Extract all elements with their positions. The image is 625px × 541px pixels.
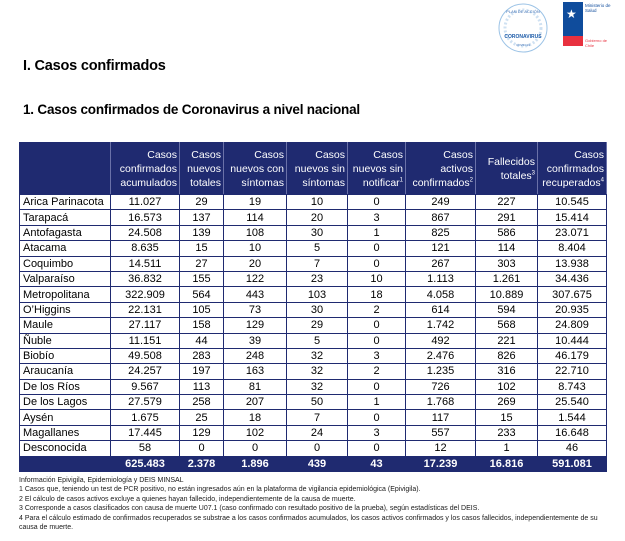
- value-cell: 0: [348, 195, 406, 210]
- plan-logo-sub: COVID-19: [516, 43, 530, 47]
- value-cell: 34.436: [538, 271, 607, 286]
- value-cell: 58: [111, 441, 180, 456]
- header-line: Casos: [443, 148, 473, 161]
- value-cell: 24.257: [111, 364, 180, 379]
- region-cell: Metropolitana: [20, 287, 111, 302]
- value-cell: 20: [224, 256, 287, 271]
- region-cell: Biobío: [20, 348, 111, 363]
- gobierno-de-chile-logo: [563, 2, 611, 48]
- value-cell: 102: [476, 379, 538, 394]
- value-cell: 46: [538, 441, 607, 456]
- header-line: acumulados: [120, 176, 177, 189]
- total-cell: 16.816: [476, 456, 538, 471]
- header-line: recuperados$^4$: [542, 176, 604, 189]
- header-line: Casos: [191, 148, 221, 161]
- header-line: Casos: [315, 148, 345, 161]
- value-cell: 14.511: [111, 256, 180, 271]
- value-cell: 322.909: [111, 287, 180, 302]
- value-cell: 73: [224, 302, 287, 317]
- header-col-4: [348, 143, 406, 195]
- table-row: [20, 287, 607, 302]
- value-cell: 586: [476, 225, 538, 240]
- header-line: notificar$^1$: [362, 176, 403, 189]
- region-cell: Ñuble: [20, 333, 111, 348]
- region-cell: Magallanes: [20, 425, 111, 440]
- value-cell: 267: [406, 256, 476, 271]
- value-cell: 137: [180, 210, 224, 225]
- value-cell: 0: [348, 333, 406, 348]
- value-cell: 3: [348, 425, 406, 440]
- header-line: síntomas: [241, 176, 284, 189]
- value-cell: 0: [348, 441, 406, 456]
- value-cell: 81: [224, 379, 287, 394]
- header-line: Casos: [254, 148, 284, 161]
- region-cell: Tarapacá: [20, 210, 111, 225]
- region-cell: De los Lagos: [20, 395, 111, 410]
- value-cell: 2: [348, 302, 406, 317]
- value-cell: 30: [287, 302, 348, 317]
- value-cell: 108: [224, 225, 287, 240]
- region-cell: Maule: [20, 318, 111, 333]
- value-cell: 303: [476, 256, 538, 271]
- value-cell: 8.404: [538, 241, 607, 256]
- table-row: [20, 441, 607, 456]
- region-cell: De los Ríos: [20, 379, 111, 394]
- region-cell: Araucanía: [20, 364, 111, 379]
- value-cell: 0: [287, 441, 348, 456]
- value-cell: 10: [348, 271, 406, 286]
- value-cell: 0: [180, 441, 224, 456]
- totals-label-cell: [20, 456, 111, 471]
- value-cell: 11.151: [111, 333, 180, 348]
- value-cell: 0: [348, 241, 406, 256]
- value-cell: 1.113: [406, 271, 476, 286]
- plan-logo-text: PLAN DE ACCIÓN: [506, 9, 540, 14]
- region-cell: Atacama: [20, 241, 111, 256]
- header-line: Casos: [373, 148, 403, 161]
- value-cell: 221: [476, 333, 538, 348]
- value-cell: 24: [287, 425, 348, 440]
- table-title: 1. Casos confirmados de Coronavirus a nivel nacional: [23, 102, 360, 117]
- value-cell: 10: [224, 241, 287, 256]
- table-row: [20, 333, 607, 348]
- value-cell: 32: [287, 364, 348, 379]
- header-region: [20, 143, 111, 195]
- value-cell: 564: [180, 287, 224, 302]
- value-cell: 269: [476, 395, 538, 410]
- value-cell: 129: [180, 425, 224, 440]
- footnote-marker: 4: [600, 177, 604, 183]
- value-cell: 207: [224, 395, 287, 410]
- table-row: [20, 241, 607, 256]
- value-cell: 12: [406, 441, 476, 456]
- value-cell: 114: [476, 241, 538, 256]
- table-row: [20, 379, 607, 394]
- value-cell: 614: [406, 302, 476, 317]
- value-cell: 29: [180, 195, 224, 210]
- header-col-7: [538, 143, 607, 195]
- total-cell: 43: [348, 456, 406, 471]
- header-line: nuevos con: [230, 162, 284, 175]
- value-cell: 19: [224, 195, 287, 210]
- value-cell: 13.938: [538, 256, 607, 271]
- value-cell: 9.567: [111, 379, 180, 394]
- table-row: [20, 195, 607, 210]
- value-cell: 46.179: [538, 348, 607, 363]
- value-cell: 5: [287, 333, 348, 348]
- value-cell: 2.476: [406, 348, 476, 363]
- value-cell: 443: [224, 287, 287, 302]
- value-cell: 10.545: [538, 195, 607, 210]
- value-cell: 4.058: [406, 287, 476, 302]
- value-cell: 10: [287, 195, 348, 210]
- value-cell: 49.508: [111, 348, 180, 363]
- value-cell: 307.675: [538, 287, 607, 302]
- header-line: confirmados: [546, 162, 604, 175]
- value-cell: 248: [224, 348, 287, 363]
- value-cell: 27.117: [111, 318, 180, 333]
- header-col-1: [180, 143, 224, 195]
- plan-logo-brand: CORONAVIRUS: [504, 34, 542, 40]
- header-col-5: [406, 143, 476, 195]
- header-logos: [497, 2, 611, 54]
- value-cell: 1: [348, 395, 406, 410]
- value-cell: 0: [348, 410, 406, 425]
- value-cell: 825: [406, 225, 476, 240]
- value-cell: 15.414: [538, 210, 607, 225]
- value-cell: 158: [180, 318, 224, 333]
- value-cell: 18: [224, 410, 287, 425]
- value-cell: 726: [406, 379, 476, 394]
- footnote-marker: 1: [399, 177, 403, 183]
- table-row: [20, 210, 607, 225]
- region-cell: O’Higgins: [20, 302, 111, 317]
- region-cell: Arica Parinacota: [20, 195, 111, 210]
- value-cell: 1: [348, 225, 406, 240]
- value-cell: 15: [476, 410, 538, 425]
- footnote: 3 Corresponde a casos clasificados con causa de muerte U07.1 (caso confirmado con resultado positivo de la prueba), según estadísticas del DEIS.: [19, 505, 480, 513]
- value-cell: 492: [406, 333, 476, 348]
- region-cell: Coquimbo: [20, 256, 111, 271]
- total-cell: 2.378: [180, 456, 224, 471]
- value-cell: 1.261: [476, 271, 538, 286]
- footnote: 2 El cálculo de casos activos excluye a quienes hayan fallecido, independientemente de la causa de muerte.: [19, 495, 356, 503]
- value-cell: 17.445: [111, 425, 180, 440]
- header-col-3: [287, 143, 348, 195]
- value-cell: 10.444: [538, 333, 607, 348]
- value-cell: 39: [224, 333, 287, 348]
- value-cell: 25: [180, 410, 224, 425]
- header-line: totales$^3$: [500, 169, 535, 182]
- ministry-text: Ministerio de Salud: [585, 3, 611, 13]
- value-cell: 3: [348, 210, 406, 225]
- region-cell: Antofagasta: [20, 225, 111, 240]
- value-cell: 102: [224, 425, 287, 440]
- table-row: [20, 410, 607, 425]
- value-cell: 233: [476, 425, 538, 440]
- value-cell: 1: [476, 441, 538, 456]
- value-cell: 22.131: [111, 302, 180, 317]
- footnote: Información Epivigila, Epidemiología y DEIS MINSAL: [19, 477, 184, 484]
- total-cell: 625.483: [111, 456, 180, 471]
- table-row: [20, 302, 607, 317]
- value-cell: 105: [180, 302, 224, 317]
- footnotes: [19, 476, 607, 532]
- table-row: [20, 271, 607, 286]
- header-line: nuevos: [187, 162, 221, 175]
- value-cell: 227: [476, 195, 538, 210]
- header-line: nuevos sin: [352, 162, 403, 175]
- region-cell: Aysén: [20, 410, 111, 425]
- value-cell: 11.027: [111, 195, 180, 210]
- value-cell: 30: [287, 225, 348, 240]
- value-cell: 594: [476, 302, 538, 317]
- value-cell: 0: [348, 379, 406, 394]
- value-cell: 10.889: [476, 287, 538, 302]
- value-cell: 22.710: [538, 364, 607, 379]
- table-row: [20, 364, 607, 379]
- value-cell: 16.573: [111, 210, 180, 225]
- header-line: confirmados$^2$: [412, 176, 473, 189]
- value-cell: 0: [348, 318, 406, 333]
- value-cell: 24.809: [538, 318, 607, 333]
- total-cell: 1.896: [224, 456, 287, 471]
- value-cell: 197: [180, 364, 224, 379]
- table-header-row: [20, 143, 607, 195]
- value-cell: 557: [406, 425, 476, 440]
- value-cell: 139: [180, 225, 224, 240]
- table-row: [20, 425, 607, 440]
- value-cell: 27.579: [111, 395, 180, 410]
- value-cell: 114: [224, 210, 287, 225]
- value-cell: 15: [180, 241, 224, 256]
- value-cell: 29: [287, 318, 348, 333]
- cases-table: [19, 142, 607, 472]
- header-line: Casos: [147, 148, 177, 161]
- header-col-2: [224, 143, 287, 195]
- footnote: 4 Para el cálculo estimado de confirmados recuperados se substrae a los casos confirmados acumulados, los casos activos confirmados y los casos fallecidos, independientemente de su causa de muerte.: [19, 514, 598, 532]
- value-cell: 8.635: [111, 241, 180, 256]
- footnote-marker: 2: [469, 177, 473, 183]
- value-cell: 1.742: [406, 318, 476, 333]
- value-cell: 27: [180, 256, 224, 271]
- header-line: síntomas: [302, 176, 345, 189]
- value-cell: 1.768: [406, 395, 476, 410]
- value-cell: 867: [406, 210, 476, 225]
- header-col-6: [476, 143, 538, 195]
- region-cell: Desconocida: [20, 441, 111, 456]
- value-cell: 316: [476, 364, 538, 379]
- value-cell: 5: [287, 241, 348, 256]
- government-text: Gobierno de Chile: [585, 38, 608, 48]
- header-line: totales: [190, 176, 221, 189]
- value-cell: 1.235: [406, 364, 476, 379]
- value-cell: 0: [224, 441, 287, 456]
- value-cell: 36.832: [111, 271, 180, 286]
- value-cell: 24.508: [111, 225, 180, 240]
- value-cell: 249: [406, 195, 476, 210]
- value-cell: 20.935: [538, 302, 607, 317]
- header-line: Fallecidos: [487, 155, 535, 168]
- value-cell: 1.544: [538, 410, 607, 425]
- value-cell: 16.648: [538, 425, 607, 440]
- plan-de-accion-coronavirus-logo: [497, 2, 549, 54]
- value-cell: 32: [287, 379, 348, 394]
- value-cell: 163: [224, 364, 287, 379]
- table-row: [20, 225, 607, 240]
- value-cell: 155: [180, 271, 224, 286]
- value-cell: 2: [348, 364, 406, 379]
- value-cell: 129: [224, 318, 287, 333]
- header-line: Casos: [574, 148, 604, 161]
- value-cell: 23: [287, 271, 348, 286]
- section-title: I. Casos confirmados: [23, 58, 166, 74]
- value-cell: 50: [287, 395, 348, 410]
- value-cell: 117: [406, 410, 476, 425]
- totals-row: [20, 456, 607, 471]
- star-icon: ★: [566, 7, 577, 21]
- value-cell: 44: [180, 333, 224, 348]
- footnote-marker: 3: [531, 170, 535, 176]
- value-cell: 23.071: [538, 225, 607, 240]
- value-cell: 3: [348, 348, 406, 363]
- table-body: [20, 195, 607, 472]
- header-col-0: [111, 143, 180, 195]
- value-cell: 20: [287, 210, 348, 225]
- value-cell: 113: [180, 379, 224, 394]
- header-line: activos: [440, 162, 473, 175]
- header-line: nuevos sin: [294, 162, 345, 175]
- value-cell: 7: [287, 410, 348, 425]
- value-cell: 283: [180, 348, 224, 363]
- total-cell: 439: [287, 456, 348, 471]
- value-cell: 1.675: [111, 410, 180, 425]
- value-cell: 291: [476, 210, 538, 225]
- value-cell: 122: [224, 271, 287, 286]
- value-cell: 103: [287, 287, 348, 302]
- table-row: [20, 256, 607, 271]
- total-cell: 17.239: [406, 456, 476, 471]
- region-cell: Valparaíso: [20, 271, 111, 286]
- value-cell: 8.743: [538, 379, 607, 394]
- value-cell: 568: [476, 318, 538, 333]
- value-cell: 0: [348, 256, 406, 271]
- total-cell: 591.081: [538, 456, 607, 471]
- value-cell: 7: [287, 256, 348, 271]
- table-row: [20, 395, 607, 410]
- table-row: [20, 348, 607, 363]
- value-cell: 25.540: [538, 395, 607, 410]
- value-cell: 121: [406, 241, 476, 256]
- footnote: 1 Casos que, teniendo un test de PCR positivo, no están ingresados aún en la plataforma de vigilancia epidemiológica (Epivigila).: [19, 486, 421, 494]
- value-cell: 258: [180, 395, 224, 410]
- table-row: [20, 318, 607, 333]
- value-cell: 32: [287, 348, 348, 363]
- value-cell: 18: [348, 287, 406, 302]
- value-cell: 826: [476, 348, 538, 363]
- header-line: confirmados: [119, 162, 177, 175]
